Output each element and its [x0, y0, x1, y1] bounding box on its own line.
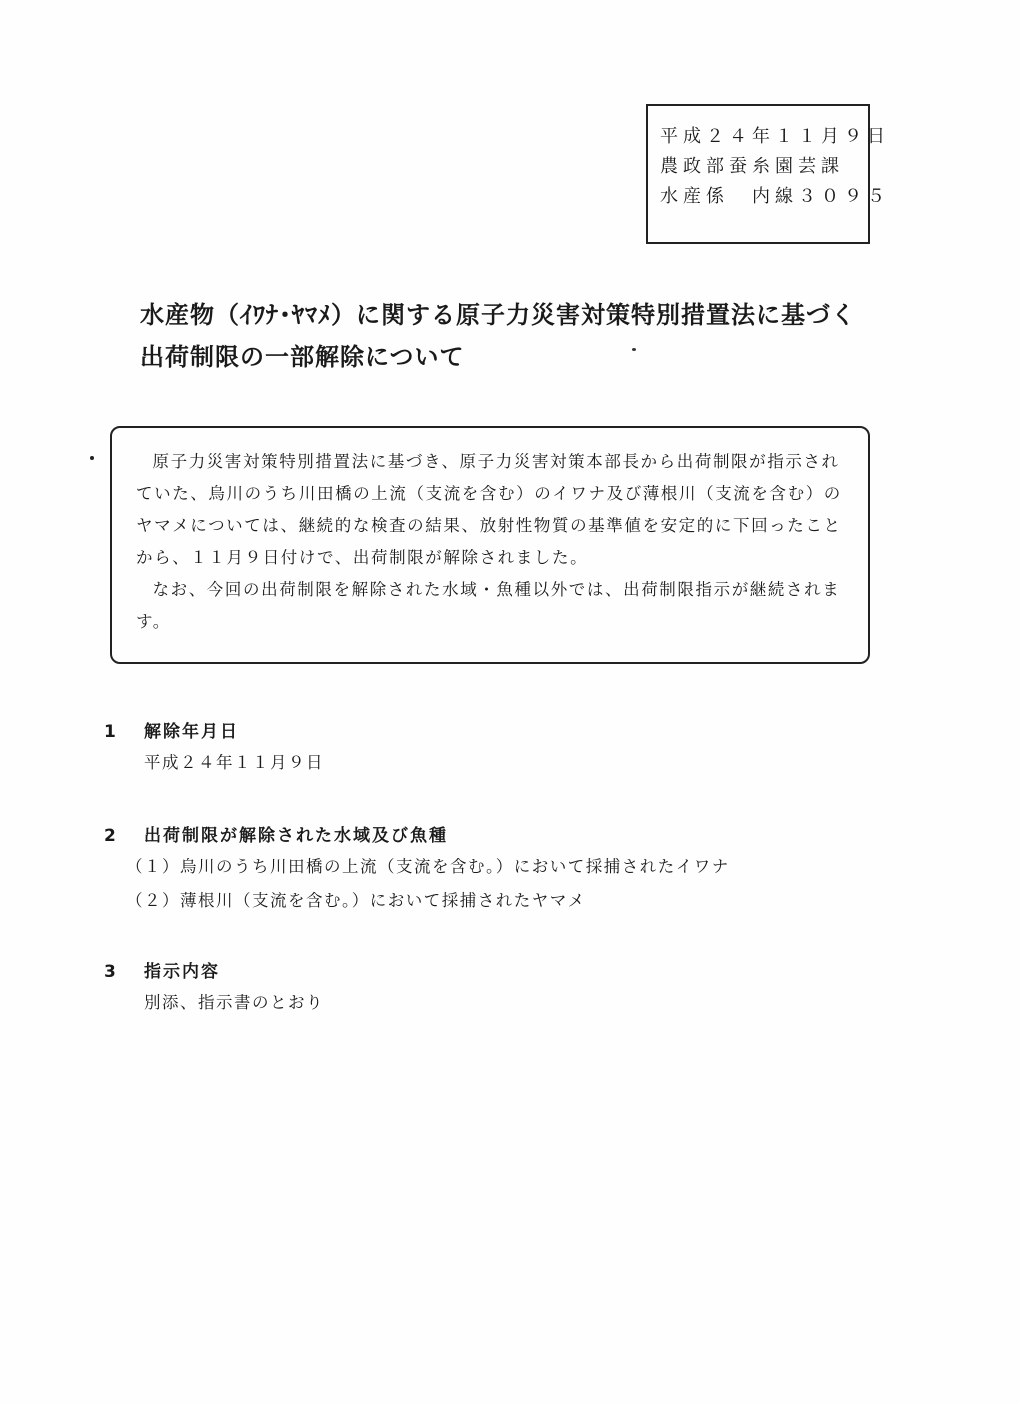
section-number: 3 [104, 962, 118, 982]
contact-extension: 水産係 内線３０９５ [660, 186, 890, 207]
list-item: （１）烏川のうち川田橋の上流（支流を含む。）において採捕されたイワナ [126, 857, 730, 876]
section-heading [104, 718, 884, 746]
instruction-value: 別添、指示書のとおり [144, 993, 324, 1012]
section-title: 指示内容 [144, 962, 220, 982]
scan-speck [632, 348, 636, 351]
issue-date: 平成２４年１１月９日 [660, 126, 890, 147]
title-line-2: 出荷制限の一部解除について [140, 343, 465, 371]
scan-speck [90, 456, 94, 460]
header-info-box [646, 104, 890, 244]
section-released-waters [104, 822, 884, 918]
summary-paragraph-2: なお、今回の出荷制限を解除された水域・魚種以外では、出荷制限指示が継続されます。 [136, 580, 841, 631]
section-number: 1 [104, 722, 118, 742]
section-instruction [104, 958, 884, 1020]
list-item: （２）薄根川（支流を含む。）において採捕されたヤマメ [126, 891, 586, 910]
summary-paragraph-1: 原子力災害対策特別措置法に基づき、原子力災害対策本部長から出荷制限が指示されていた、烏川のうち川田橋の上流（支流を含む）のイワナ及び薄根川（支流を含む）のヤマメについては、継続的な検査の結果、放射性物質の基準値を安定的に下回ったことから、１１月９日付けで、出荷制限が解除されました。 [136, 452, 842, 567]
section-title: 出荷制限が解除された水域及び魚種 [144, 826, 448, 846]
section-heading [104, 822, 884, 850]
section-title: 解除年月日 [144, 722, 239, 742]
department-name: 農政部蚕糸園芸課 [660, 156, 844, 177]
release-date-value: 平成２４年１１月９日 [144, 753, 324, 772]
section-number: 2 [104, 826, 118, 846]
section-release-date [104, 718, 884, 780]
summary-box [110, 426, 870, 664]
section-heading [104, 958, 884, 986]
title-line-1: 水産物（ｲﾜﾅ･ﾔﾏﾒ）に関する原子力災害対策特別措置法に基づく [140, 301, 856, 329]
document-title [140, 294, 900, 378]
